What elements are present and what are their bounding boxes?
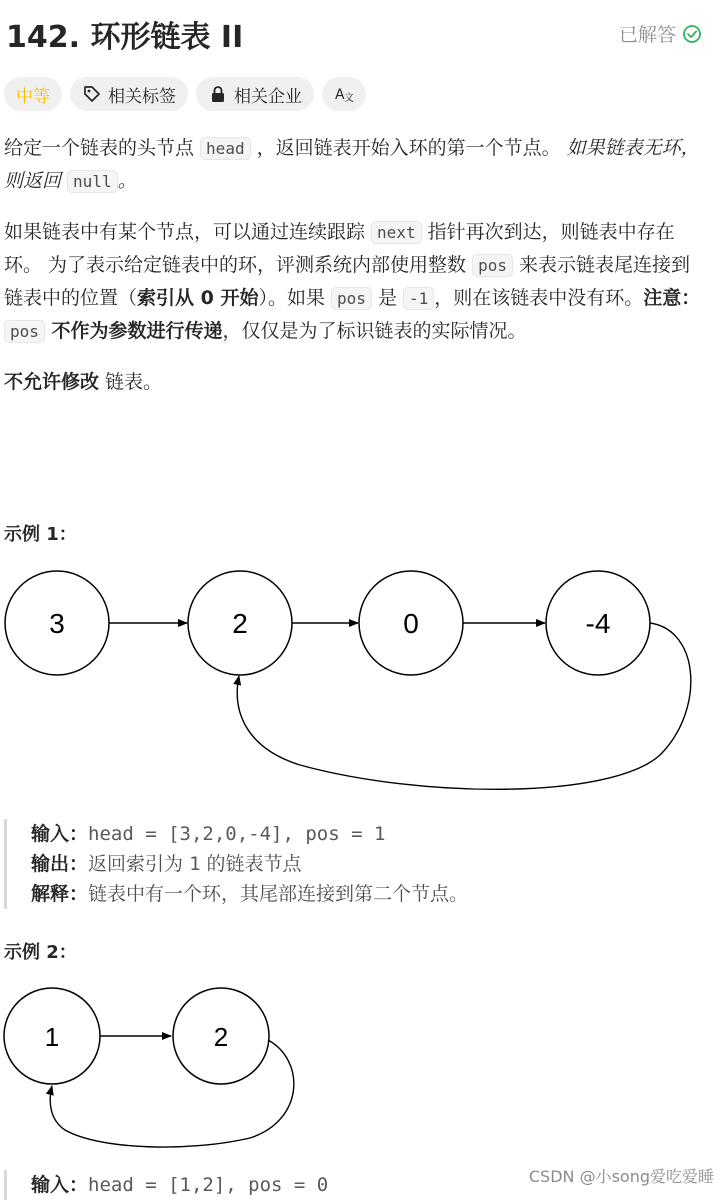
problem-description bbox=[4, 132, 704, 416]
code-pos: pos bbox=[4, 320, 45, 343]
description-paragraph-2: 如果链表中有某个节点，可以通过连续跟踪 next 指针再次到达，则链表中存在环。 为了表示给定链表中的环，评测系统内部使用整数 pos 来表示链表尾连接到链表中的位置（索引从 0 开始）。如果 pos 是 -1 ，则在该链表中没有环。注意： pos 不作为参数进行传递，仅仅是为了标识链表的实际情况。 bbox=[4, 221, 701, 342]
svg-text:文: 文 bbox=[344, 93, 354, 104]
example-2-io bbox=[4, 1170, 328, 1200]
problem-header bbox=[6, 8, 714, 58]
code-minus-one: -1 bbox=[403, 287, 434, 310]
related-tags-label: 相关标签 bbox=[108, 86, 176, 107]
difficulty-tag[interactable]: 中等 bbox=[4, 77, 62, 111]
example-1-explanation: 解释：链表中有一个环，其尾部连接到第二个节点。 bbox=[31, 883, 469, 905]
translate-icon bbox=[334, 84, 354, 104]
example-1-title: 示例 1： bbox=[4, 524, 77, 545]
example-1-input: 输入：head = [3,2,0,-4], pos = 1 bbox=[31, 823, 386, 845]
code-pos: pos bbox=[472, 254, 513, 277]
example-1-diagram bbox=[0, 560, 728, 810]
node-value: 3 bbox=[49, 608, 65, 639]
example-2-input: 输入：head = [1,2], pos = 0 bbox=[31, 1174, 329, 1196]
node-value: 2 bbox=[213, 1022, 229, 1052]
problem-title: 142. 环形链表 II bbox=[6, 20, 244, 55]
example-1-io bbox=[4, 819, 468, 909]
tag-bar bbox=[4, 77, 366, 111]
code-pos: pos bbox=[331, 287, 372, 310]
example-2-title: 示例 2： bbox=[4, 942, 77, 963]
node-value: 1 bbox=[44, 1022, 60, 1052]
watermark: CSDN @小song爱吃爱睡 bbox=[528, 1167, 714, 1186]
description-paragraph-3: 不允许修改 链表。 bbox=[4, 371, 163, 393]
lock-icon bbox=[208, 84, 228, 104]
node-value: -4 bbox=[585, 608, 611, 639]
code-null: null bbox=[67, 170, 118, 193]
example-1-output: 输出：返回索引为 1 的链表节点 bbox=[31, 853, 302, 875]
translate-button[interactable] bbox=[322, 77, 366, 111]
solved-status bbox=[619, 20, 702, 47]
related-tags-button[interactable] bbox=[70, 77, 188, 111]
node-value: 0 bbox=[403, 608, 419, 639]
svg-text:A: A bbox=[335, 87, 345, 103]
code-head: head bbox=[200, 137, 251, 160]
code-next: next bbox=[371, 221, 422, 244]
node-value: 2 bbox=[232, 608, 248, 639]
related-companies-label: 相关企业 bbox=[234, 86, 302, 107]
solved-label: 已解答 bbox=[618, 24, 676, 46]
related-companies-button[interactable] bbox=[196, 77, 314, 111]
description-paragraph-1: 给定一个链表的头节点 head ，返回链表开始入环的第一个节点。 如果链表无环，则返回 null 。 bbox=[4, 137, 700, 192]
tag-icon bbox=[82, 84, 102, 104]
example-2-diagram bbox=[0, 980, 728, 1155]
check-circle-icon bbox=[682, 24, 702, 44]
